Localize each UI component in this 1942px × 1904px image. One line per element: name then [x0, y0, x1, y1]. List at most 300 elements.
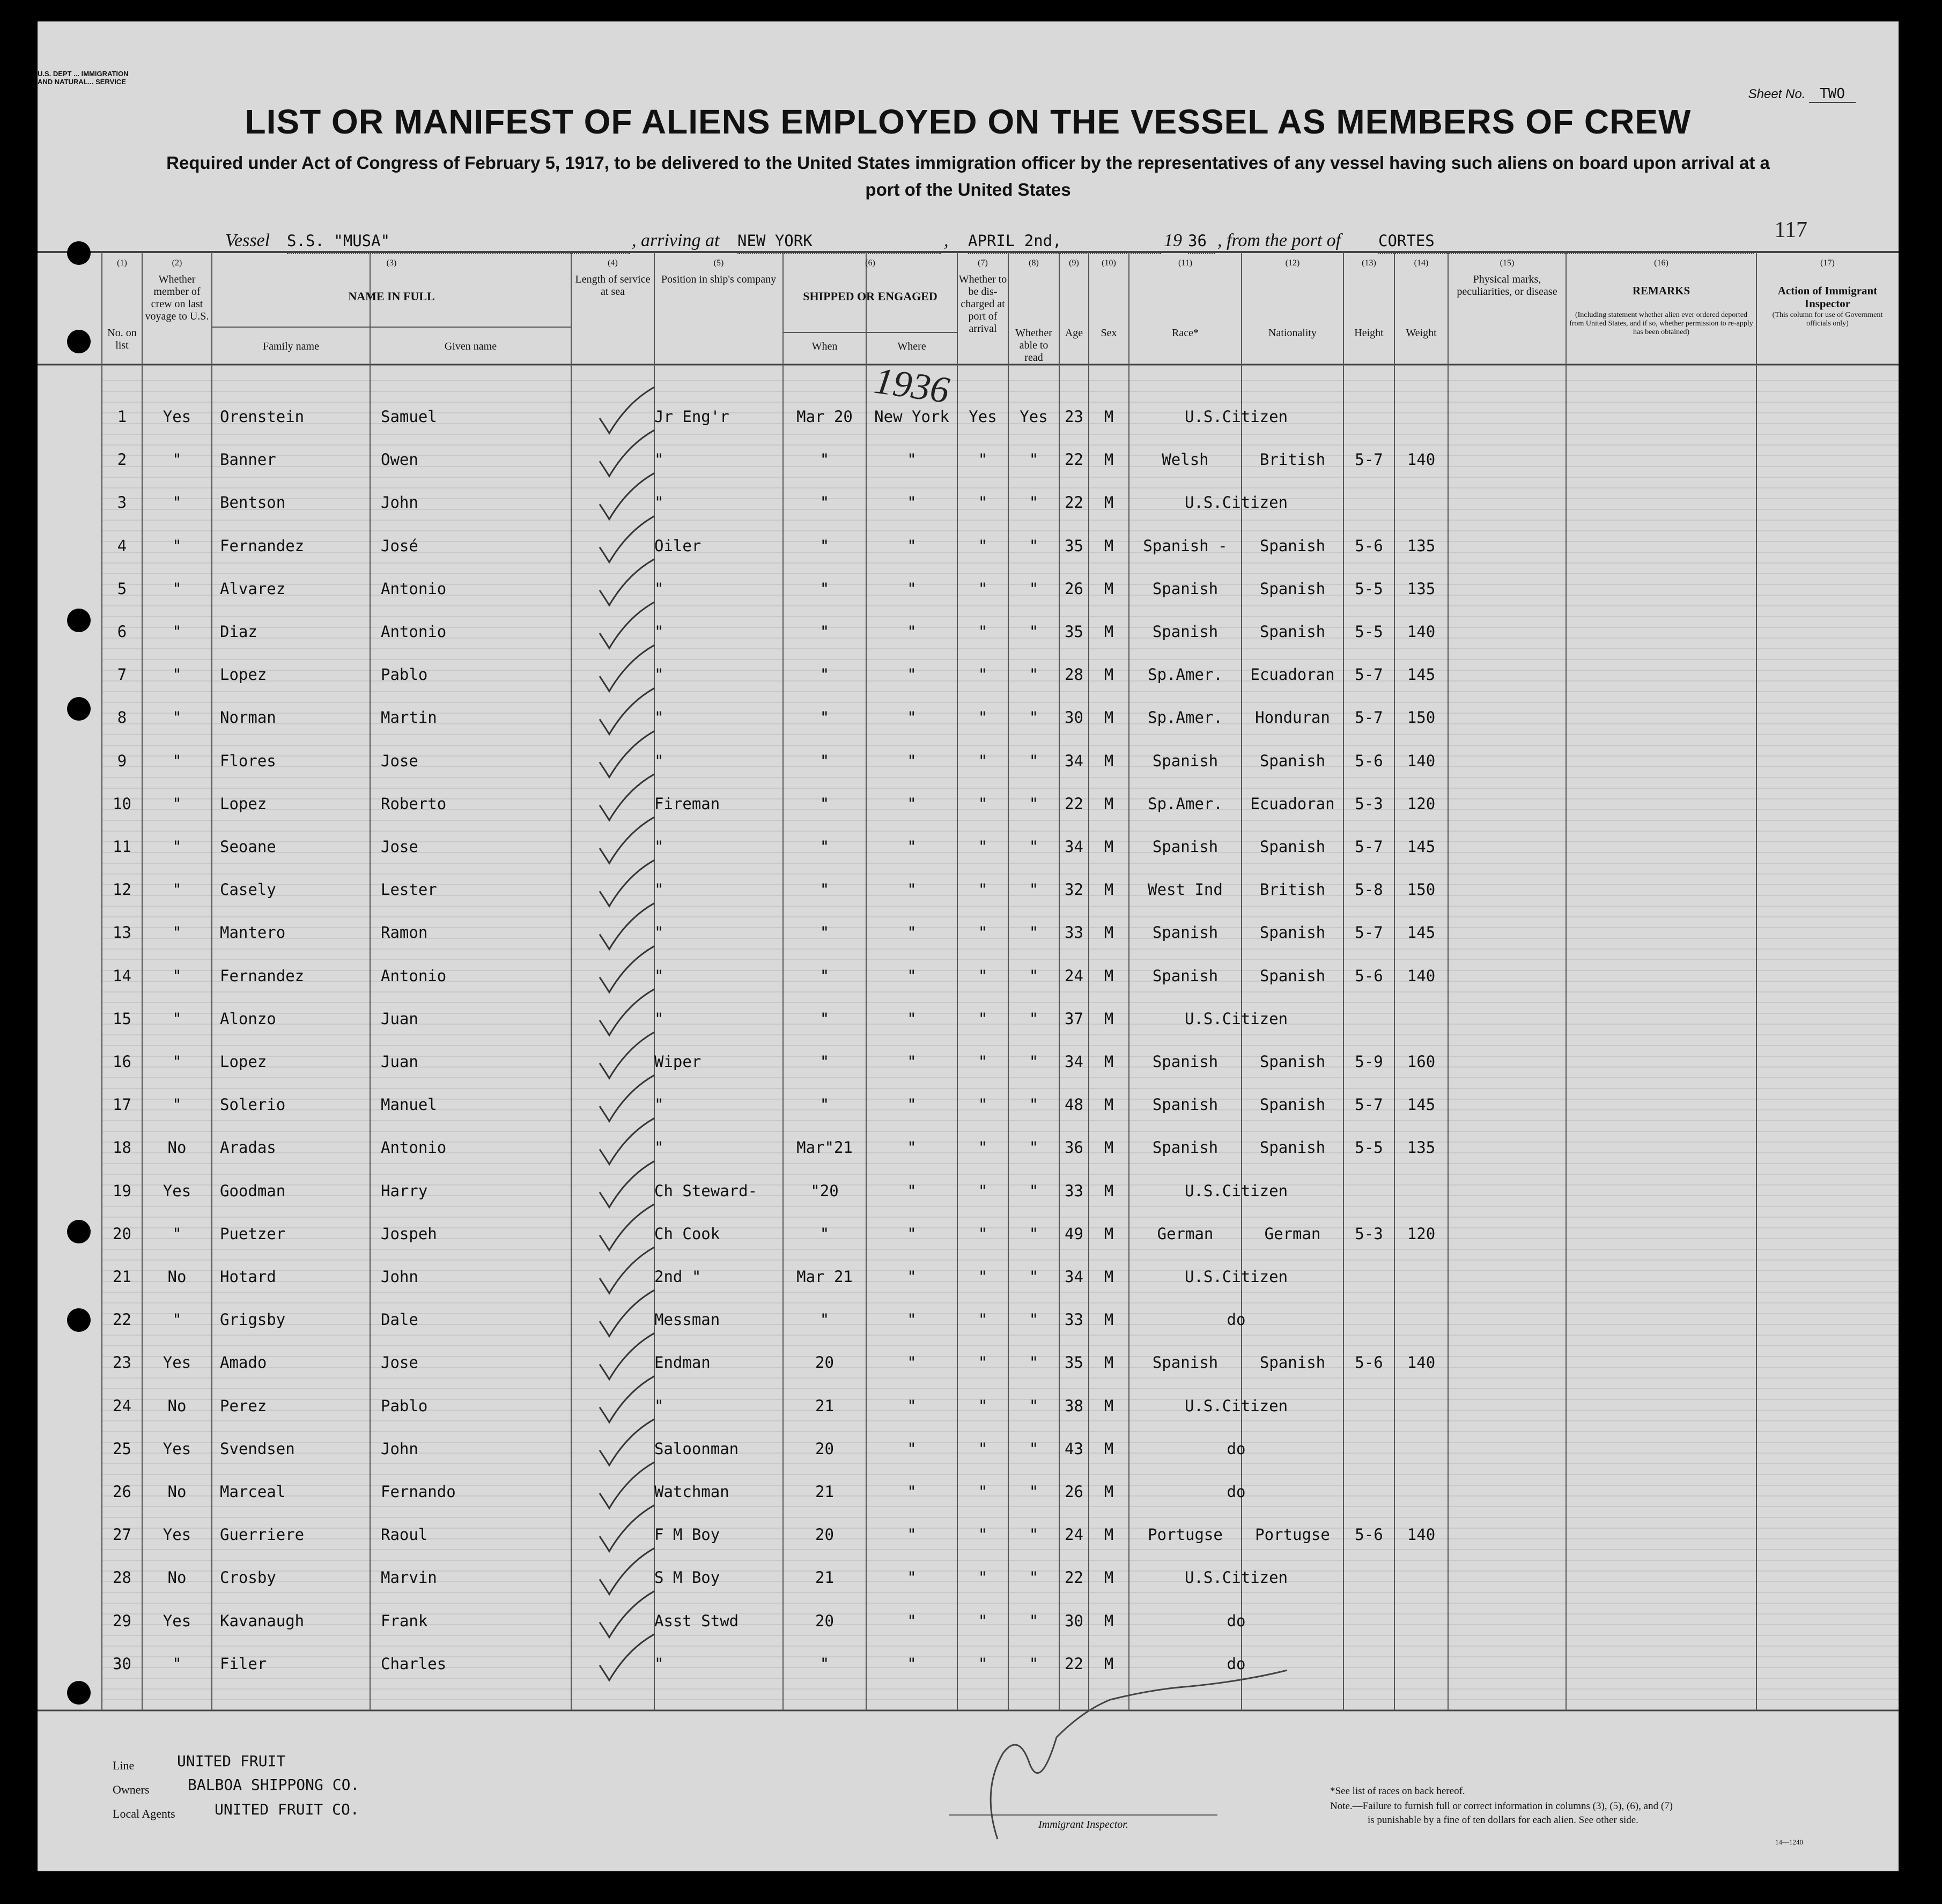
cell-read: "	[1029, 1181, 1039, 1200]
cell-race: do	[1227, 1483, 1246, 1501]
cell-race: Spanish	[1152, 1095, 1219, 1114]
cell-when: 20	[815, 1525, 834, 1544]
cell-where: "	[907, 966, 917, 985]
cell-age: 22	[1065, 1654, 1083, 1673]
cell-no: 16	[113, 1053, 131, 1071]
cell-when: "	[819, 493, 830, 512]
cell-where: "	[907, 493, 917, 512]
check-mark	[600, 946, 654, 992]
check-mark	[600, 1634, 654, 1680]
cell-given: Martin	[381, 708, 437, 727]
cell-ht: 5-5	[1355, 1138, 1383, 1157]
cell-disch: "	[978, 665, 988, 684]
cell-wt: 140	[1407, 1525, 1436, 1544]
cell-pos: Oiler	[654, 536, 702, 555]
column-header-label: SHIPPED OR ENGAGED	[803, 290, 937, 303]
cell-age: 22	[1065, 450, 1083, 469]
cell-nat: German	[1264, 1224, 1321, 1243]
cell-read: "	[1029, 1568, 1039, 1587]
cell-given: Marvin	[381, 1568, 437, 1587]
cell-read: "	[1029, 794, 1039, 813]
cell-family: Seoane	[220, 838, 276, 856]
cell-prev: "	[172, 708, 182, 727]
column-number: (11)	[1178, 258, 1193, 268]
cell-when: "	[819, 1009, 830, 1028]
cell-age: 34	[1065, 751, 1083, 770]
cell-given: John	[381, 1439, 418, 1458]
cell-given: John	[381, 493, 418, 512]
cell-race: Spanish	[1152, 1353, 1219, 1372]
cell-family: Norman	[220, 708, 276, 727]
cell-given: Harry	[381, 1181, 428, 1200]
cell-read: "	[1029, 1654, 1039, 1673]
cell-pos: "	[654, 923, 664, 942]
cell-when: "	[819, 1654, 830, 1673]
cell-no: 10	[113, 794, 131, 813]
cell-where: "	[907, 708, 917, 727]
cell-sex: M	[1104, 450, 1114, 469]
cell-race: Welsh	[1162, 450, 1209, 469]
column-header-label: Whether member of crew on last voyage to U.S.	[145, 273, 209, 322]
cell-where: "	[907, 536, 917, 555]
cell-age: 32	[1065, 880, 1083, 899]
punch-hole	[67, 241, 91, 265]
column-number: (13)	[1362, 258, 1376, 268]
cell-age: 30	[1065, 1611, 1083, 1630]
cell-prev: Yes	[163, 408, 191, 426]
column-header-label: Whether to be dis-charged at port of arrival	[958, 273, 1007, 335]
cell-pos: Endman	[654, 1353, 711, 1372]
cell-no: 9	[117, 751, 127, 770]
cell-given: Antonio	[381, 966, 447, 985]
cell-prev: Yes	[163, 1525, 191, 1544]
cell-prev: "	[172, 1310, 182, 1329]
cell-race: West Ind	[1148, 880, 1223, 899]
cell-where: "	[907, 1095, 917, 1114]
check-mark	[600, 430, 654, 476]
cell-race: do	[1227, 1310, 1246, 1329]
cell-nat: Spanish	[1259, 579, 1326, 598]
cell-given: Juan	[381, 1053, 418, 1071]
cell-sex: M	[1104, 1654, 1114, 1673]
cell-race: Spanish	[1152, 751, 1219, 770]
cell-given: Pablo	[381, 1396, 428, 1415]
cell-race: German	[1157, 1224, 1214, 1243]
cell-ht: 5-5	[1355, 579, 1383, 598]
cell-nat: Spanish	[1259, 966, 1326, 985]
cell-pos: Ch Steward-	[654, 1181, 758, 1200]
column-number: (6)	[865, 258, 875, 268]
cell-ht: 5-3	[1355, 1224, 1383, 1243]
cell-family: Marceal	[220, 1483, 286, 1501]
column-header-label: Action of Immigrant Inspector	[1777, 284, 1878, 310]
cell-prev: "	[172, 450, 182, 469]
check-mark	[600, 1247, 654, 1293]
cell-given: Pablo	[381, 665, 428, 684]
column-header-label: Length of service at sea	[575, 273, 651, 298]
cell-when: "	[819, 966, 830, 985]
cell-read: "	[1029, 1224, 1039, 1243]
cell-no: 15	[113, 1009, 131, 1028]
cell-given: Fernando	[381, 1483, 456, 1501]
cell-sex: M	[1104, 1138, 1114, 1157]
cell-disch: "	[978, 794, 988, 813]
cell-where: "	[907, 623, 917, 641]
subtitle-line-2: port of the United States	[865, 180, 1071, 199]
cell-family: Filer	[220, 1654, 267, 1673]
column-header-label: Age	[1065, 327, 1083, 339]
cell-when: "	[819, 1095, 830, 1114]
form-number: 14—1240	[1775, 1838, 1803, 1846]
cell-when: 20	[815, 1439, 834, 1458]
manifest-sheet: U.S. DEPT ... IMMIGRATION AND NATURAL... SERVICE Sheet No. TWO LIST OR MANIFEST OF ALIENS EMPLOYED ON THE VESSEL AS MEMBERS OF CREW Required under Act of Congress of February 5, 1917, to be delivered to the United States immigration officer by the representatives of any vessel having such aliens on board upon arrival at a port of the United States Vessel S.S. "MUSA" , arriving at NEW YORK , APRIL 2nd, 19 36 , from the port of CORTES 117 (1) No. on list (2) Whether member of crew on last voyage to U.S. (3) NAME IN FULL Family name Given name (4) Length of service at sea (5) Position in ship's company (6) SHIPPED OR ENGAGED When Where (7) Whether to be dis-charged at port of arrival (8) Whether able to read (9) Age (10) Sex (11) Race* (12) Nationality (13) Height (14) Weight (15) Physical marks, peculiarities, or disease (16) REMARKS (Including statement whether alien ever ordered deported from United States, and if so, whether permission to re-apply has been obtained) (17) Action of Immigrant Inspector (This column for use of Government officials only) 1 Yes Orenstein Samuel Jr Eng'r Mar 20 New York Yes Yes 23 M U.S.Citizen 2 " Banner Owen " " " " " 22 M Welsh British 5-7 140 3 " Bentson John " " " " " 22 M U.S.Citizen 4 " Fernandez José Oiler " " " " 35 M Spanish - Spanish 5-6 135 5 " Alvarez Antonio " " " " " 26 M Spanish Spanish 5-5 135 6 " Diaz Antonio " " " " " 35 M Spanish Spanish 5-5 140 7 " Lopez Pablo " " " " " 28 M Sp.Amer. Ecuadoran 5-7 145 8 " Norman Martin " " " " " 30 M Sp.Amer. Honduran 5-7 150 9 " Flores Jose " " " " " 34 M Spanish Spanish 5-6 140 10 " Lopez Roberto Fireman " " " " 22 M Sp.Amer. Ecuadoran 5-3 120 11 " Seoane Jose " " " " " 34 M Spanish Spanish 5-7 145 12 " Casely Lester " " " " " 32 M West Ind British 5-8 150 13 " Mantero Ramon " " " " " 33 M Spanish Spanish 5-7 145 14 " Fernandez Antonio " " " " " 24 M Spanish Spanish 5-6 140 15 " Alonzo Juan " " " " " 37 M U.S.Citizen 16 " Lopez Juan Wiper " " " " 34 M Spanish Spanish 5-9 160 17 " Solerio Manuel " " " " " 48 M Spanish Spanish 5-7 145 18 No Aradas Antonio " Mar"21 " " " 36 M Spanish Spanish 5-5 135 19 Yes Goodman Harry Ch Steward- "20 " " " 33 M U.S.Citizen 20 " Puetzer Jospeh Ch Cook " " " " 49 M German German 5-3 120 21 No Hotard John 2nd " Mar 21 " " " 34 M U.S.Citizen 22 " Grigsby Dale Messman " " " " 33 M do 23 Yes Amado Jose Endman 20 " " " 35 M Spanish Spanish 5-6 140 24 No Perez Pablo " 21 " " " 38 M U.S.Citizen 25 Yes Svendsen John Saloonman 20 " " " 43 M do 26 No Marceal Fernando Watchman 21 " " " 26 M do 27 Yes Guerriere Raoul F M Boy 20 " " " 24 M Portugse Portugse 5-6 140 28 No Crosby Marvin S M Boy 21 " " " 22 M U.S.Citizen 29 Yes Kavanaugh Frank Asst Stwd 20 " " " 30 M do 30 " Filer Charles " " " " " 22 M do Line UNITED FRUIT Owners BALBOA SHIPPONG CO. Local Agents UNITED FRUIT CO. Immigrant Inspector. *See list of races on back hereof. Note.—Failure to furnish full or correct information in columns (3), (5), (6), and (7) is punishable by a fine of ten dollars for each alien. See other side. 14—1240 1936	[38, 21, 1899, 1871]
cell-prev: "	[172, 1009, 182, 1028]
cell-prev: "	[172, 794, 182, 813]
cell-disch: "	[978, 1224, 988, 1243]
cell-age: 34	[1065, 1053, 1083, 1071]
cell-where: New York	[874, 408, 949, 426]
cell-age: 22	[1065, 1568, 1083, 1587]
cell-pos: "	[654, 880, 664, 899]
cell-given: Jose	[381, 838, 418, 856]
cell-family: Solerio	[220, 1095, 286, 1114]
cell-when: Mar 21	[796, 1268, 853, 1286]
column-number: (8)	[1029, 258, 1039, 268]
cell-race: U.S.Citizen	[1184, 1181, 1288, 1200]
cell-given: Dale	[381, 1310, 418, 1329]
cell-read: "	[1029, 1439, 1039, 1458]
cell-no: 7	[117, 665, 127, 684]
cell-prev: "	[172, 923, 182, 942]
page-title: LIST OR MANIFEST OF ALIENS EMPLOYED ON THE VESSEL AS MEMBERS OF CREW	[245, 102, 1692, 141]
cell-pos: "	[654, 1396, 664, 1415]
cell-where: "	[907, 1525, 917, 1544]
cell-nat: Spanish	[1259, 923, 1326, 942]
cell-given: Jose	[381, 1353, 418, 1372]
cell-ht: 5-7	[1355, 450, 1383, 469]
column-number: (4)	[608, 258, 618, 268]
column-header-label: Weight	[1406, 327, 1437, 339]
line-value: UNITED FRUIT	[177, 1752, 286, 1770]
cell-when: 21	[815, 1568, 834, 1587]
cell-disch: "	[978, 751, 988, 770]
column-subheader: Where	[897, 340, 926, 352]
cell-prev: Yes	[163, 1439, 191, 1458]
cell-disch: "	[978, 1483, 988, 1501]
cell-family: Diaz	[220, 623, 257, 641]
cell-read: "	[1029, 536, 1039, 555]
cell-disch: "	[978, 623, 988, 641]
cell-prev: "	[172, 665, 182, 684]
cell-given: Ramon	[381, 923, 428, 942]
cell-prev: "	[172, 838, 182, 856]
cell-sex: M	[1104, 708, 1114, 727]
cell-wt: 140	[1407, 450, 1436, 469]
cell-when: "	[819, 1224, 830, 1243]
cell-prev: "	[172, 751, 182, 770]
check-mark	[600, 860, 654, 906]
cell-disch: "	[978, 838, 988, 856]
cell-family: Lopez	[220, 665, 267, 684]
cell-ht: 5-9	[1355, 1053, 1383, 1071]
cell-read: "	[1029, 450, 1039, 469]
cell-no: 5	[117, 579, 127, 598]
cell-pos: "	[654, 708, 664, 727]
cell-wt: 120	[1407, 1224, 1436, 1243]
cell-pos: "	[654, 579, 664, 598]
arriving-label: , arriving at	[632, 231, 720, 250]
cell-ht: 5-3	[1355, 794, 1383, 813]
cell-race: Spanish	[1152, 966, 1219, 985]
cell-where: "	[907, 1009, 917, 1028]
cell-family: Grigsby	[220, 1310, 286, 1329]
cell-where: "	[907, 665, 917, 684]
check-mark	[600, 1118, 654, 1164]
cell-age: 34	[1065, 1268, 1083, 1286]
cell-race: U.S.Citizen	[1184, 1009, 1288, 1028]
cell-nat: Ecuadoran	[1250, 794, 1335, 813]
cell-sex: M	[1104, 1525, 1114, 1544]
cell-family: Alvarez	[220, 579, 286, 598]
cell-where: "	[907, 1181, 917, 1200]
cell-family: Puetzer	[220, 1224, 286, 1243]
cell-pos: Watchman	[654, 1483, 729, 1501]
cell-sex: M	[1104, 493, 1114, 512]
cell-ht: 5-8	[1355, 880, 1383, 899]
cell-given: Jose	[381, 751, 418, 770]
cell-sex: M	[1104, 1053, 1114, 1071]
cell-age: 26	[1065, 579, 1083, 598]
cell-read: "	[1029, 1053, 1039, 1071]
punch-hole	[67, 697, 91, 721]
cell-age: 23	[1065, 408, 1083, 426]
cell-disch: "	[978, 1181, 988, 1200]
punch-hole	[67, 609, 91, 632]
arrival-date: APRIL 2nd,	[968, 232, 1161, 254]
check-mark	[600, 688, 654, 734]
cell-wt: 135	[1407, 579, 1436, 598]
cell-prev: "	[172, 1095, 182, 1114]
cell-disch: "	[978, 1009, 988, 1028]
cell-age: 38	[1065, 1396, 1083, 1415]
check-mark	[600, 1333, 654, 1379]
cell-family: Flores	[220, 751, 276, 770]
cell-age: 49	[1065, 1224, 1083, 1243]
cell-age: 30	[1065, 708, 1083, 727]
cell-no: 22	[113, 1310, 131, 1329]
cell-read: "	[1029, 665, 1039, 684]
cell-age: 35	[1065, 536, 1083, 555]
cell-where: "	[907, 1353, 917, 1372]
cell-no: 11	[113, 838, 131, 856]
cell-wt: 140	[1407, 1353, 1436, 1372]
column-number: (10)	[1102, 258, 1116, 268]
cell-family: Orenstein	[220, 408, 305, 426]
column-header-label: Position in ship's company	[661, 273, 777, 285]
cell-when: "	[819, 665, 830, 684]
cell-pos: "	[654, 751, 664, 770]
cell-disch: "	[978, 1525, 988, 1544]
cell-when: "	[819, 623, 830, 641]
cell-where: "	[907, 1439, 917, 1458]
cell-wt: 145	[1407, 1095, 1436, 1114]
cell-family: Kavanaugh	[220, 1611, 305, 1630]
cell-sex: M	[1104, 838, 1114, 856]
cell-family: Perez	[220, 1396, 267, 1415]
cell-sex: M	[1104, 880, 1114, 899]
column-subheader: Family name	[263, 340, 319, 352]
cell-prev: Yes	[163, 1611, 191, 1630]
cell-prev: "	[172, 966, 182, 985]
cell-no: 8	[117, 708, 127, 727]
cell-read: Yes	[1020, 408, 1048, 426]
cell-nat: Spanish	[1259, 623, 1326, 641]
cell-prev: "	[172, 536, 182, 555]
cell-no: 18	[113, 1138, 131, 1157]
cell-where: "	[907, 1268, 917, 1286]
races-note: *See list of races on back hereof.	[1330, 1786, 1465, 1797]
cell-no: 26	[113, 1483, 131, 1501]
cell-pos: Fireman	[654, 794, 720, 813]
check-mark	[600, 559, 654, 605]
cell-sex: M	[1104, 794, 1114, 813]
cell-read: "	[1029, 1138, 1039, 1157]
cell-where: "	[907, 1053, 917, 1071]
cell-race: Spanish	[1152, 1138, 1219, 1157]
cell-sex: M	[1104, 966, 1114, 985]
cell-family: Svendsen	[220, 1439, 295, 1458]
cell-where: "	[907, 1224, 917, 1243]
cell-race: Spanish	[1152, 923, 1219, 942]
cell-nat: Portugse	[1255, 1525, 1330, 1544]
cell-ht: 5-7	[1355, 838, 1383, 856]
cell-family: Lopez	[220, 1053, 267, 1071]
cell-given: José	[381, 536, 418, 555]
cell-when: "	[819, 751, 830, 770]
cell-sex: M	[1104, 751, 1114, 770]
cell-where: "	[907, 838, 917, 856]
cell-when: "	[819, 1053, 830, 1071]
cell-pos: "	[654, 1095, 664, 1114]
cell-pos: Saloonman	[654, 1439, 739, 1458]
cell-ht: 5-6	[1355, 751, 1383, 770]
check-mark	[600, 1591, 654, 1638]
cell-pos: "	[654, 665, 664, 684]
cell-where: "	[907, 1396, 917, 1415]
cell-no: 6	[117, 623, 127, 641]
cell-race: Portugse	[1148, 1525, 1223, 1544]
cell-family: Hotard	[220, 1268, 276, 1286]
cell-read: "	[1029, 493, 1039, 512]
cell-wt: 145	[1407, 838, 1436, 856]
cell-family: Goodman	[220, 1181, 286, 1200]
cell-nat: Honduran	[1255, 708, 1330, 727]
punch-hole	[67, 1308, 91, 1332]
cell-age: 33	[1065, 1181, 1083, 1200]
cell-no: 30	[113, 1654, 131, 1673]
cell-pos: "	[654, 450, 664, 469]
cell-wt: 160	[1407, 1053, 1436, 1071]
cell-read: "	[1029, 966, 1039, 985]
cell-sex: M	[1104, 1268, 1114, 1286]
cell-when: "	[819, 579, 830, 598]
agents-value: UNITED FRUIT CO.	[215, 1801, 359, 1818]
cell-race: Spanish	[1152, 623, 1219, 641]
cell-given: Owen	[381, 450, 418, 469]
cell-read: "	[1029, 838, 1039, 856]
cell-when: "	[819, 450, 830, 469]
cell-nat: Spanish	[1259, 1053, 1326, 1071]
check-mark	[600, 817, 654, 863]
cell-race: do	[1227, 1654, 1246, 1673]
cell-nat: Spanish	[1259, 536, 1326, 555]
cell-prev: No	[167, 1483, 187, 1501]
cell-disch: "	[978, 579, 988, 598]
cell-disch: "	[978, 1353, 988, 1372]
cell-no: 25	[113, 1439, 131, 1458]
cell-where: "	[907, 880, 917, 899]
cell-read: "	[1029, 751, 1039, 770]
cell-age: 33	[1065, 1310, 1083, 1329]
cell-nat: Spanish	[1259, 838, 1326, 856]
cell-disch: "	[978, 1439, 988, 1458]
check-mark	[600, 473, 654, 519]
cell-nat: Spanish	[1259, 1138, 1326, 1157]
subtitle-line-1: Required under Act of Congress of February 5, 1917, to be delivered to the United States immigration officer by the representatives of any vessel having such aliens on board upon arrival at a	[166, 153, 1770, 173]
cell-family: Casely	[220, 880, 276, 899]
check-mark	[600, 989, 654, 1035]
cell-given: Frank	[381, 1611, 428, 1630]
cell-age: 28	[1065, 665, 1083, 684]
cell-prev: "	[172, 623, 182, 641]
cell-race: Spanish -	[1143, 536, 1228, 555]
cell-family: Fernandez	[220, 536, 305, 555]
cell-given: Samuel	[381, 408, 437, 426]
cell-given: Antonio	[381, 579, 447, 598]
cell-given: Lester	[381, 880, 437, 899]
cell-sex: M	[1104, 1483, 1114, 1501]
cell-read: "	[1029, 1353, 1039, 1372]
cell-wt: 140	[1407, 751, 1436, 770]
cell-prev: No	[167, 1268, 187, 1286]
check-mark	[600, 1290, 654, 1336]
cell-no: 17	[113, 1095, 131, 1114]
cell-age: 24	[1065, 1525, 1083, 1544]
cell-read: "	[1029, 1268, 1039, 1286]
cell-read: "	[1029, 1009, 1039, 1028]
agents-label: Local Agents	[113, 1807, 175, 1820]
cell-nat: Ecuadoran	[1250, 665, 1335, 684]
cell-wt: 150	[1407, 880, 1436, 899]
page-number: 117	[1774, 218, 1807, 242]
cell-disch: "	[978, 1568, 988, 1587]
cell-where: "	[907, 751, 917, 770]
cell-race: do	[1227, 1611, 1246, 1630]
cell-no: 27	[113, 1525, 131, 1544]
cell-nat: Spanish	[1259, 751, 1326, 770]
cell-sex: M	[1104, 1095, 1114, 1114]
cell-pos: Messman	[654, 1310, 720, 1329]
cell-where: "	[907, 1654, 917, 1673]
cell-age: 22	[1065, 794, 1083, 813]
cell-prev: No	[167, 1568, 187, 1587]
column-number: (7)	[978, 258, 988, 268]
cell-family: Crosby	[220, 1568, 276, 1587]
cell-disch: "	[978, 708, 988, 727]
year-annotation: 1936	[872, 360, 952, 412]
cell-pos: S M Boy	[654, 1568, 720, 1587]
column-header-label: Physical marks, peculiarities, or disease	[1457, 273, 1557, 298]
